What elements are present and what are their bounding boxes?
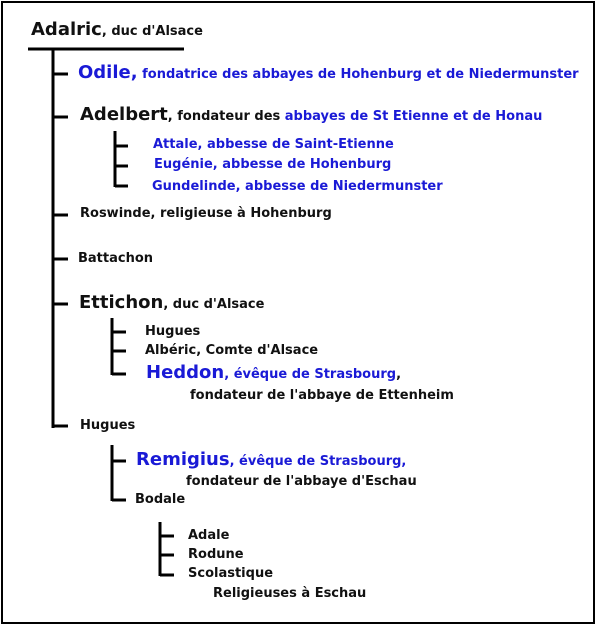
node-heddon: [146, 363, 401, 383]
adalric-name: Adalric: [31, 19, 102, 40]
remigius-desc-blue: , évêque de Strasbourg,: [229, 454, 407, 469]
adelbert-desc-black: , fondateur des: [167, 109, 285, 124]
adalric-title: , duc d'Alsace: [101, 24, 203, 39]
node-adale: Adale: [188, 528, 230, 543]
heddon-name: Heddon: [146, 362, 225, 383]
node-bodale: Bodale: [135, 492, 186, 507]
node-eugenie: Eugénie, abbesse de Hohenburg: [154, 157, 392, 172]
node-odile: [78, 63, 579, 83]
ettichon-name: Ettichon: [79, 292, 164, 313]
node-adelbert: [80, 105, 542, 125]
node-scolastique: Scolastique: [188, 566, 274, 581]
node-hugues: Hugues: [80, 418, 136, 433]
heddon-desc-blue: , évêque de Strasbourg: [224, 367, 397, 382]
node-attale: Attale, abbesse de Saint-Etienne: [153, 137, 394, 152]
odile-name: Odile,: [78, 62, 138, 83]
node-remigius: [136, 450, 406, 470]
odile-desc: fondatrice des abbayes de Hohenburg et de Niedermunster: [137, 67, 579, 82]
node-adalric: [31, 20, 203, 40]
ettichon-title: , duc d'Alsace: [163, 297, 265, 312]
node-hugues-son: Hugues: [145, 324, 201, 339]
heddon-line2: fondateur de l'abbaye de Ettenheim: [190, 388, 454, 403]
node-gundelinde: Gundelinde, abbesse de Niedermunster: [152, 179, 443, 194]
node-battachon: Battachon: [78, 251, 154, 266]
remigius-line2: fondateur de l'abbaye d'Eschau: [186, 474, 417, 489]
node-ettichon: [79, 293, 264, 313]
adelbert-desc-blue: abbayes de St Etienne et de Honau: [284, 109, 543, 124]
bodale-note: Religieuses à Eschau: [213, 586, 367, 601]
node-roswinde: Roswinde, religieuse à Hohenburg: [80, 206, 332, 221]
remigius-name: Remigius: [136, 449, 230, 470]
adelbert-name: Adelbert: [80, 104, 168, 125]
node-alberic: Albéric, Comte d'Alsace: [145, 343, 319, 358]
node-rodune: Rodune: [188, 547, 244, 562]
heddon-desc-black: ,: [396, 367, 402, 382]
